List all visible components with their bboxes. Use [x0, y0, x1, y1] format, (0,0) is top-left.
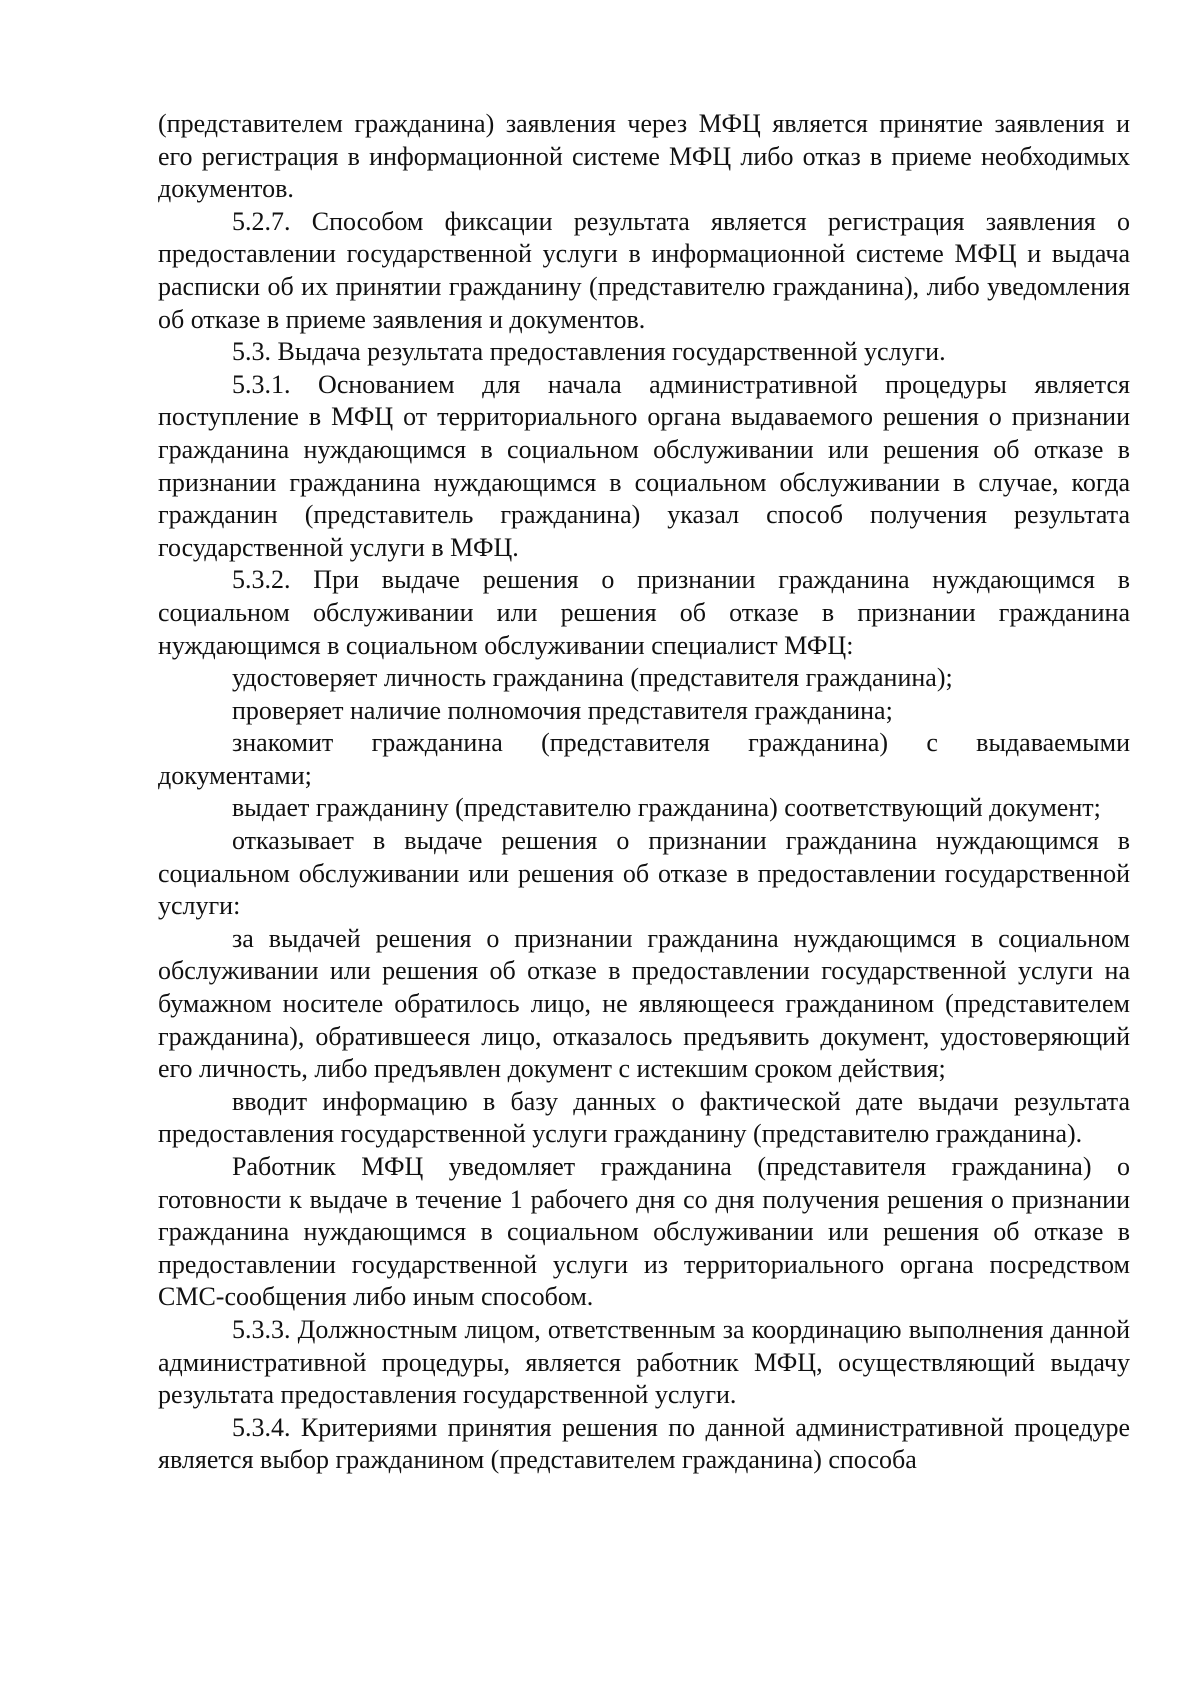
list-item-introduces-documents: знакомит гражданина (представителя гражданина) с выдаваемыми документами; [158, 728, 1130, 790]
list-item-refuses-issuance: отказывает в выдаче решения о признании гражданина нуждающимся в социальном обслуживании или решения об отказе в предоставлении государственной услуги: [158, 826, 1130, 921]
list-item-verifies-identity: удостоверяет личность гражданина (представителя гражданина); [232, 663, 953, 693]
paragraph-5-3: 5.3. Выдача результата предоставления государственной услуги. [232, 337, 946, 367]
paragraph-5-2-7: 5.2.7. Способом фиксации результата является регистрация заявления о предоставлении государственной услуги в информационной системе МФЦ и выдача расписки об их принятии гражданину (представителю гражданина), либо уведомления об отказе в приеме заявления и документов. [158, 206, 1130, 334]
list-item-issues-document: выдает гражданину (представителю гражданина) соответствующий документ; [232, 793, 1101, 823]
list-item-enters-information: вводит информацию в базу данных о фактической дате выдачи результата предоставления государственной услуги гражданину (представителю гражданина). [158, 1086, 1130, 1149]
paragraph-5-3-4: 5.3.4. Критериями принятия решения по данной административной процедуре является выбор гражданином (представителем гражданина) способа [158, 1412, 1130, 1475]
paragraph-5-3-1: 5.3.1. Основанием для начала административной процедуры является поступление в МФЦ от территориального органа выдаваемого решения о признании гражданина нуждающимся в социальном обслуживании или решения об отказе в признании гражданина нуждающимся в социальном обслуживании в случае, когда гражданин (представитель гражданина) указал способ получения результата государственной услуги в МФЦ. [158, 369, 1130, 562]
document-body [158, 108, 1130, 1477]
paragraph-5-3-2: 5.3.2. При выдаче решения о признании гражданина нуждающимся в социальном обслуживании или решения об отказе в признании гражданина нуждающимся в социальном обслуживании специалист МФЦ: [158, 565, 1130, 660]
list-item-refusal-grounds: за выдачей решения о признании гражданина нуждающимся в социальном обслуживании или решения об отказе в предоставлении государственной услуги на бумажном носителе обратилось лицо, не являющееся гражданином (представителем гражданина), обратившееся лицо, отказалось предъявить документ, удостоверяющий его личность, либо предъявлен документ с истекшим сроком действия; [158, 923, 1130, 1084]
paragraph-continuation: (представителем гражданина) заявления через МФЦ является принятие заявления и его регистрация в информационной системе МФЦ либо отказ в приеме необходимых документов. [158, 109, 1130, 204]
list-item-checks-authority: проверяет наличие полномочия представителя гражданина; [232, 695, 893, 725]
paragraph-5-3-3: 5.3.3. Должностным лицом, ответственным за координацию выполнения данной административной процедуры, является работник МФЦ, осуществляющий выдачу результата предоставления государственной услуги. [158, 1314, 1130, 1410]
paragraph-notification: Работник МФЦ уведомляет гражданина (представителя гражданина) о готовности к выдаче в течение 1 рабочего дня со дня получения решения о признании гражданина нуждающимся в социальном обслуживании или решения об отказе в предоставлении государственной услуги из территориального органа посредством СМС-сообщения либо иным способом. [158, 1152, 1130, 1312]
